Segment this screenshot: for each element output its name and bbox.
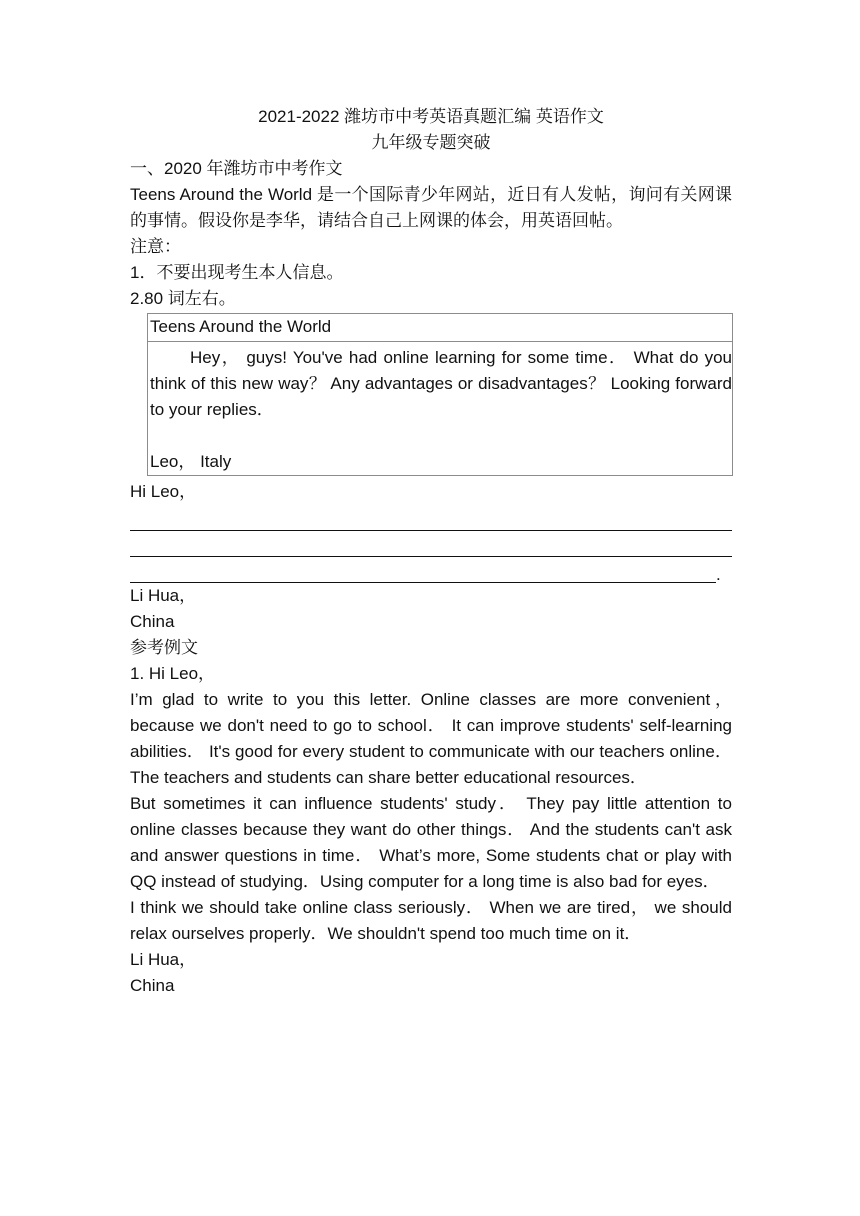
sample-greeting: 1. Hi Leo， <box>130 664 216 683</box>
reply-signature-place: China <box>130 612 175 631</box>
document-subtitle: 九年级专题突破 <box>371 133 491 152</box>
answer-line-3-wrap <box>130 557 732 583</box>
sample-paragraph-2: But sometimes it can influence students' study． They pay little attention to online classes because they want do other things． And the students can't ask and answer questions in time． What’s more, Some students chat or play with QQ instead of studying．Using computer for a long time is also bad for eyes． <box>130 794 732 891</box>
forum-post-box <box>147 313 733 476</box>
answer-line-2 <box>130 531 732 557</box>
sample-heading: 参考例文 <box>130 638 198 657</box>
sample-paragraph-1: I’m glad to write to you this letter. Online classes are more convenient，because we don't need to go to school． It can improve students' self-learning abilities． It's good for every student to communicate with our teachers online． The teachers and students can share better educational resources． <box>130 690 732 787</box>
forum-post-site: Teens Around the World <box>148 314 732 342</box>
notes-label: 注意： <box>130 237 181 256</box>
sample-signature-name: Li Hua， <box>130 950 197 969</box>
writing-prompt: Teens Around the World 是一个国际青少年网站，近日有人发帖，询问有关网课的事情。假设你是李华，请结合自己上网课的体会，用英语回帖。 <box>130 185 732 230</box>
section-heading: 一、2020 年潍坊市中考作文 <box>130 159 343 178</box>
answer-line-1 <box>130 505 732 531</box>
answer-line-3 <box>130 557 716 583</box>
forum-post-body-area <box>148 342 732 475</box>
document-title: 2021-2022 潍坊市中考英语真题汇编 英语作文 <box>258 107 604 126</box>
sample-paragraph-3: I think we should take online class seriously． When we are tired， we should relax ourselves properly．We shouldn't spend too much time on it． <box>130 898 732 943</box>
note-item-2: 2.80 词左右。 <box>130 289 236 308</box>
sample-signature-place: China <box>130 976 175 995</box>
answer-end-dot: . <box>716 565 721 584</box>
document-content <box>130 104 732 999</box>
forum-post-body: Hey， guys! You've had online learning for some time． What do you think of this new way？ Any advantages or disadvantages？ Looking forward to your replies． <box>150 348 732 419</box>
forum-post-signature: Leo， Italy <box>150 452 232 471</box>
note-item-1: 1．不要出现考生本人信息。 <box>130 263 344 282</box>
blank-line <box>150 423 732 449</box>
reply-signature-name: Li Hua， <box>130 586 197 605</box>
reply-greeting: Hi Leo， <box>130 482 197 501</box>
